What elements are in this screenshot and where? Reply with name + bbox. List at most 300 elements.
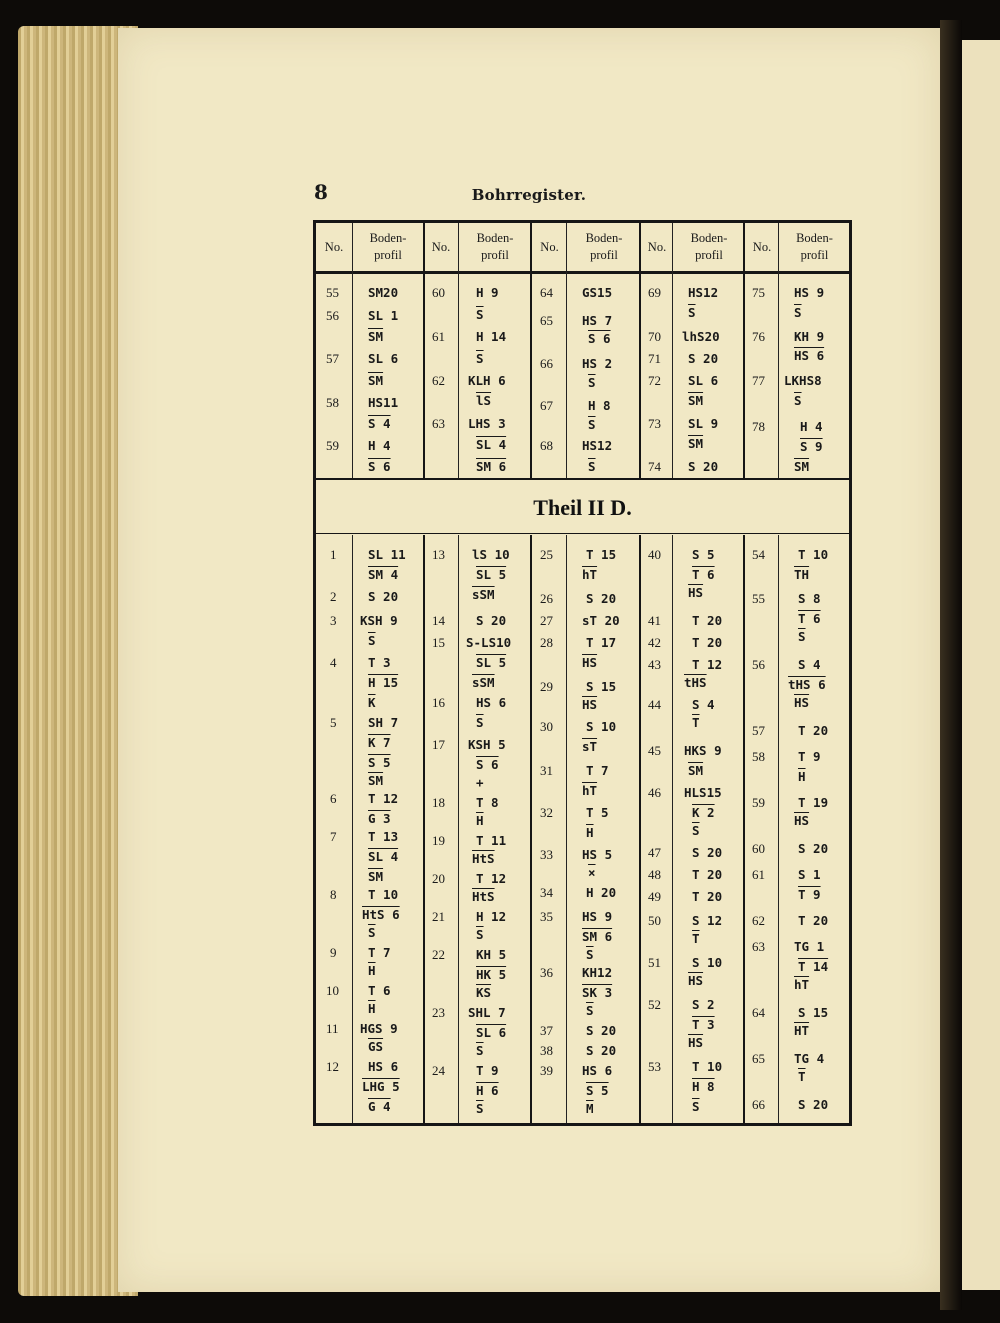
profil-entry: $\overline{S}$ <box>476 307 484 322</box>
profil-entry: G 3 <box>368 811 391 826</box>
entry-number: 1 <box>330 547 337 562</box>
profil-entry: H 4 <box>800 419 823 434</box>
header-bodenprofil-4: Boden- profil <box>690 231 728 262</box>
profil-entry: S 6 <box>588 331 611 346</box>
profil-entry: SL 6 <box>688 373 719 388</box>
entry-number: 63 <box>432 416 445 431</box>
entry-number: 69 <box>648 285 661 300</box>
profil-entry: T 19 <box>798 795 829 810</box>
entry-number: 11 <box>326 1021 339 1036</box>
profil-entry: HS 6 <box>368 1059 399 1074</box>
profil-entry: SHL 7 <box>468 1005 506 1020</box>
header-no-3: No. <box>540 239 559 254</box>
profil-entry: $\overline{S}$ <box>692 1099 700 1114</box>
profil-entry: S 4 <box>692 697 715 712</box>
profil-entry: $\overline{SM}$ <box>368 773 384 788</box>
profil-entry: SL 5 <box>476 567 507 582</box>
profil-entry: $\overline{HT}$ <box>794 1023 810 1038</box>
entry-number: 14 <box>432 613 445 628</box>
profil-entry: H 12 <box>476 909 507 924</box>
profil-entry: S 4 <box>798 657 821 672</box>
profil-entry: S 20 <box>368 589 399 604</box>
profil-entry: T 6 <box>798 611 821 626</box>
profil-entry: T 5 <box>586 805 609 820</box>
profil-entry: $\overline{KS}$ <box>476 985 492 1000</box>
profil-entry: $\overline{SM}$ <box>688 763 704 778</box>
profil-entry: $\overline{H}$ <box>368 1001 376 1016</box>
profil-entry: T 11 <box>476 833 507 848</box>
entry-number: 12 <box>326 1059 339 1074</box>
column-rule <box>566 535 567 1123</box>
profil-entry: KH 9 <box>794 329 825 344</box>
entry-number: 53 <box>648 1059 661 1074</box>
profil-entry: $\overline{S}$ <box>688 305 696 320</box>
profil-entry: T 20 <box>798 723 829 738</box>
profil-entry: KH12 <box>582 965 613 980</box>
entry-number: 13 <box>432 547 445 562</box>
entry-number: 36 <box>540 965 553 980</box>
profil-entry: T 3 <box>368 655 391 670</box>
profil-entry: HS 6 <box>582 1063 613 1078</box>
profil-entry: T 7 <box>368 945 391 960</box>
profil-entry: S 20 <box>688 351 719 366</box>
profil-entry: SL 9 <box>688 416 719 431</box>
profil-entry: $\overline{S}$ <box>588 417 596 432</box>
column-rule <box>423 535 425 1123</box>
profil-entry: SL 4 <box>368 849 399 864</box>
profil-entry: $\overline{sSM}$ <box>472 587 495 602</box>
profil-entry: $\overline{SM}$ <box>368 869 384 884</box>
entry-number: 60 <box>752 841 765 856</box>
profil-entry: $\overline{T}$ <box>692 715 700 730</box>
profil-entry: T 7 <box>586 763 609 778</box>
profil-entry: KH 5 <box>476 947 507 962</box>
entry-number: 20 <box>432 871 445 886</box>
column-rule <box>743 223 745 478</box>
entry-number: 66 <box>752 1097 765 1112</box>
profil-entry: sT 20 <box>582 613 620 628</box>
profil-entry: S 20 <box>688 459 719 474</box>
profil-entry: $\overline{SM}$ <box>368 329 384 344</box>
profil-entry: + <box>476 775 484 790</box>
column-rule <box>566 223 567 478</box>
section-title: Theil II D. <box>533 495 632 520</box>
profil-entry: $\overline{S}$ <box>476 927 484 942</box>
profil-entry: H 6 <box>476 1083 499 1098</box>
profil-entry: $\overline{HS}$ <box>688 1035 704 1050</box>
column-rule <box>672 223 673 478</box>
profil-entry: SM 4 <box>368 567 399 582</box>
profil-entry: $\overline{M}$ <box>586 1101 594 1116</box>
section-rule-top <box>316 478 849 480</box>
entry-number: 23 <box>432 1005 445 1020</box>
profil-entry: HK 5 <box>476 967 507 982</box>
profil-entry: $\overline{T}$ <box>798 1069 806 1084</box>
profil-entry: $\overline{S}$ <box>476 1043 484 1058</box>
profil-entry: H 4 <box>368 438 391 453</box>
entry-number: 72 <box>648 373 661 388</box>
entry-number: 50 <box>648 913 661 928</box>
profil-entry: HKS 9 <box>684 743 722 758</box>
profil-entry: T 20 <box>692 889 723 904</box>
entry-number: 70 <box>648 329 661 344</box>
profil-entry: T 9 <box>798 887 821 902</box>
profil-entry: $\overline{HS}$ <box>794 813 810 828</box>
profil-entry: H 20 <box>586 885 617 900</box>
profil-entry: T 10 <box>368 887 399 902</box>
header-bodenprofil-1: Boden- profil <box>369 231 407 262</box>
profil-entry: KSH 5 <box>468 737 506 752</box>
entry-number: 21 <box>432 909 445 924</box>
entry-number: 34 <box>540 885 553 900</box>
entry-number: 56 <box>752 657 765 672</box>
profil-entry: T 12 <box>368 791 399 806</box>
profil-entry: T 17 <box>586 635 617 650</box>
profil-entry: T 10 <box>798 547 829 562</box>
entry-number: 57 <box>326 351 339 366</box>
profil-entry: $\overline{hT}$ <box>582 567 598 582</box>
entry-number: 19 <box>432 833 445 848</box>
column-rule <box>458 535 459 1123</box>
entry-number: 46 <box>648 785 661 800</box>
profil-entry: S 4 <box>368 416 391 431</box>
entry-number: 64 <box>752 1005 765 1020</box>
profil-entry: $\overline{tHS}$ <box>684 675 707 690</box>
entry-number: 64 <box>540 285 553 300</box>
profil-entry: H 8 <box>692 1079 715 1094</box>
column-rule <box>743 535 745 1123</box>
profil-entry: SH 7 <box>368 715 399 730</box>
profil-entry: S 12 <box>692 913 723 928</box>
profil-entry: $\overline{S}$ <box>476 351 484 366</box>
header-no-4: No. <box>647 239 667 254</box>
profil-entry: HS 7 <box>582 313 613 328</box>
profil-entry: SM 6 <box>476 459 507 474</box>
column-rule <box>530 223 532 478</box>
profil-entry: S 10 <box>692 955 723 970</box>
profil-entry: lS 10 <box>472 547 510 562</box>
entry-number: 68 <box>540 438 553 453</box>
entry-number: 56 <box>326 308 339 323</box>
profil-entry: S 20 <box>798 1097 829 1112</box>
entry-number: 43 <box>648 657 661 672</box>
profil-entry: SL 4 <box>476 437 507 452</box>
page-number: 8 <box>314 180 328 204</box>
running-head: Bohrregister. <box>471 186 587 204</box>
entry-number: 26 <box>540 591 553 606</box>
profil-entry: S 6 <box>368 459 391 474</box>
bohrregister-table <box>313 220 852 1126</box>
profil-entry: T 9 <box>798 749 821 764</box>
profil-entry: HGS 9 <box>360 1021 398 1036</box>
profil-entry: $\overline{TH}$ <box>794 567 810 582</box>
profil-entry: $\overline{H}$ <box>586 825 594 840</box>
profil-entry: $\overline{S}$ <box>368 633 376 648</box>
entry-number: 25 <box>540 547 553 562</box>
profil-entry: S 15 <box>586 679 617 694</box>
profil-entry: $\overline{S}$ <box>368 925 376 940</box>
profil-entry: HS 6 <box>476 695 507 710</box>
entry-number: 22 <box>432 947 445 962</box>
header-no-2: No. <box>431 239 451 254</box>
profil-entry: $\overline{S}$ <box>794 305 802 320</box>
profil-entry: SL 6 <box>368 351 399 366</box>
entry-number: 33 <box>540 847 553 862</box>
profil-entry: H 14 <box>476 329 507 344</box>
table-header-row <box>316 223 849 274</box>
profil-entry: $\overline{S}$ <box>476 1101 484 1116</box>
profil-entry: $\overline{SM}$ <box>688 436 704 451</box>
profil-entry: T 20 <box>692 867 723 882</box>
profil-entry: T 14 <box>798 959 829 974</box>
profil-entry: $\overline{S}$ <box>586 1003 594 1018</box>
profil-entry: $\overline{hT}$ <box>582 783 598 798</box>
entry-number: 38 <box>540 1043 553 1058</box>
column-rule <box>778 223 779 478</box>
header-bodenprofil-2: Boden- profil <box>476 231 514 262</box>
entry-number: 52 <box>648 997 661 1012</box>
profil-entry: SK 3 <box>582 985 613 1000</box>
profil-entry: S 6 <box>476 757 499 772</box>
profil-entry: G 4 <box>368 1099 391 1114</box>
entry-number: 24 <box>432 1063 445 1078</box>
entry-number: 9 <box>330 945 337 960</box>
entry-number: 4 <box>330 655 337 670</box>
profil-entry: T 20 <box>692 635 723 650</box>
column-rule <box>352 535 353 1123</box>
profil-entry: H 9 <box>476 285 499 300</box>
profil-entry: HtS 6 <box>362 907 400 922</box>
profil-entry: TG 1 <box>794 939 825 954</box>
entry-number: 31 <box>540 763 553 778</box>
profil-entry: tHS 6 <box>788 677 826 692</box>
profil-entry: $\overline{H}$ <box>798 769 806 784</box>
entry-number: 44 <box>648 697 661 712</box>
entry-number: 16 <box>432 695 445 710</box>
profil-entry: T 6 <box>368 983 391 998</box>
profil-entry: $\overline{HtS}$ <box>472 889 495 904</box>
profil-entry: HS12 <box>688 285 719 300</box>
profil-entry: S 8 <box>798 591 821 606</box>
entry-number: 28 <box>540 635 553 650</box>
profil-entry: × <box>588 865 596 880</box>
profil-entry: S 20 <box>586 591 617 606</box>
profil-entry: $\overline{SM}$ <box>368 373 384 388</box>
column-rule <box>639 535 641 1123</box>
profil-entry: $\overline{HS}$ <box>688 585 704 600</box>
profil-entry: $\overline{S}$ <box>798 629 806 644</box>
entry-number: 76 <box>752 329 765 344</box>
book-gutter <box>940 20 962 1310</box>
profil-entry: T 6 <box>692 567 715 582</box>
entry-number: 63 <box>752 939 765 954</box>
profil-entry: SL 5 <box>476 655 507 670</box>
profil-entry: K 2 <box>692 805 715 820</box>
header-no-5: No. <box>752 239 772 254</box>
profil-entry: S 20 <box>476 613 507 628</box>
profil-entry: $\overline{S}$ <box>588 459 596 474</box>
profil-entry: S 20 <box>586 1043 617 1058</box>
entry-number: 61 <box>752 867 765 882</box>
entry-number: 71 <box>648 351 661 366</box>
entry-number: 15 <box>432 635 445 650</box>
entry-number: 54 <box>752 547 765 562</box>
profil-entry: $\overline{hT}$ <box>794 977 810 992</box>
column-rule <box>458 223 459 478</box>
entry-number: 37 <box>540 1023 553 1038</box>
profil-entry: H 8 <box>588 398 611 413</box>
entry-number: 65 <box>540 313 553 328</box>
profil-entry: S 20 <box>586 1023 617 1038</box>
entry-number: 67 <box>540 398 553 413</box>
column-rule <box>530 535 532 1123</box>
entry-number: 18 <box>432 795 445 810</box>
profil-entry: S 20 <box>692 845 723 860</box>
entry-number: 74 <box>648 459 661 474</box>
entry-number: 42 <box>648 635 661 650</box>
entry-number: 51 <box>648 955 661 970</box>
profil-entry: S 2 <box>692 997 715 1012</box>
profil-entry: K 7 <box>368 735 391 750</box>
profil-entry: HS12 <box>582 438 613 453</box>
profil-entry: LHG 5 <box>362 1079 400 1094</box>
profil-entry: S-LS10 <box>466 635 512 650</box>
profil-entry: T 15 <box>586 547 617 562</box>
entry-number: 60 <box>432 285 445 300</box>
profil-entry: TG 4 <box>794 1051 825 1066</box>
entry-number: 45 <box>648 743 661 758</box>
profil-entry: $\overline{H}$ <box>368 963 376 978</box>
header-bodenprofil-3: Boden- profil <box>585 231 623 262</box>
profil-entry: $\overline{H}$ <box>476 813 484 828</box>
entry-number: 55 <box>326 285 339 300</box>
profil-entry: $\overline{HS}$ <box>582 697 598 712</box>
entry-number: 61 <box>432 329 445 344</box>
profil-entry: LHS 3 <box>468 416 506 431</box>
profil-entry: $\overline{HtS}$ <box>472 851 495 866</box>
entry-number: 73 <box>648 416 661 431</box>
profil-entry: $\overline{S}$ <box>794 393 802 408</box>
entry-number: 55 <box>752 591 765 606</box>
profil-entry: KLH 6 <box>468 373 506 388</box>
entry-number: 30 <box>540 719 553 734</box>
profil-entry: $\overline{sT}$ <box>582 739 598 754</box>
profil-entry: LKHS8 <box>784 373 822 388</box>
profil-entry: SL 1 <box>368 308 399 323</box>
entry-number: 59 <box>752 795 765 810</box>
profil-entry: HS 5 <box>582 847 613 862</box>
column-rule <box>672 535 673 1123</box>
entry-number: 62 <box>432 373 445 388</box>
header-no-1: No. <box>324 239 344 254</box>
profil-entry: SM 6 <box>582 929 613 944</box>
profil-entry: T 12 <box>692 657 723 672</box>
profil-entry: HS 9 <box>794 285 825 300</box>
profil-entry: $\overline{K}$ <box>368 695 376 710</box>
entry-number: 41 <box>648 613 661 628</box>
profil-entry: $\overline{S}$ <box>586 947 594 962</box>
profil-entry: $\overline{GS}$ <box>368 1039 384 1054</box>
profil-entry: KSH 9 <box>360 613 398 628</box>
profil-entry: S 20 <box>798 841 829 856</box>
entry-number: 27 <box>540 613 553 628</box>
entry-number: 57 <box>752 723 765 738</box>
profil-entry: T 20 <box>798 913 829 928</box>
entry-number: 8 <box>330 887 337 902</box>
profil-entry: SL 11 <box>368 547 406 562</box>
profil-entry: S 5 <box>692 547 715 562</box>
entry-number: 49 <box>648 889 661 904</box>
profil-entry: T 10 <box>692 1059 723 1074</box>
entry-number: 66 <box>540 356 553 371</box>
entry-number: 3 <box>330 613 337 628</box>
profil-entry: T 3 <box>692 1017 715 1032</box>
profil-entry: SL 6 <box>476 1025 507 1040</box>
profil-entry: T 12 <box>476 871 507 886</box>
entry-number: 40 <box>648 547 661 562</box>
entry-number: 78 <box>752 419 765 434</box>
profil-entry: HS 9 <box>582 909 613 924</box>
entry-number: 17 <box>432 737 445 752</box>
column-rule <box>423 223 425 478</box>
entry-number: 65 <box>752 1051 765 1066</box>
profil-entry: $\overline{HS}$ <box>794 695 810 710</box>
entry-number: 2 <box>330 589 337 604</box>
entry-number: 48 <box>648 867 661 882</box>
profil-entry: H 15 <box>368 675 399 690</box>
entry-number: 10 <box>326 983 339 998</box>
profil-entry: $\overline{T}$ <box>692 931 700 946</box>
entry-number: 39 <box>540 1063 553 1078</box>
profil-entry: HS 2 <box>582 356 613 371</box>
entry-number: 59 <box>326 438 339 453</box>
entry-number: 29 <box>540 679 553 694</box>
entry-number: 62 <box>752 913 765 928</box>
profil-entry: $\overline{SM}$ <box>794 459 810 474</box>
profil-entry: S 5 <box>368 755 391 770</box>
profil-entry: $\overline{S}$ <box>692 823 700 838</box>
entry-number: 75 <box>752 285 765 300</box>
header-bodenprofil-5: Boden- profil <box>796 231 833 262</box>
entry-number: 47 <box>648 845 661 860</box>
profil-entry: lhS20 <box>682 329 720 344</box>
profil-entry: S 15 <box>798 1005 829 1020</box>
profil-entry: T 8 <box>476 795 499 810</box>
column-rule <box>352 223 353 478</box>
profil-entry: $\overline{lS}$ <box>476 393 492 408</box>
profil-entry: S 1 <box>798 867 821 882</box>
column-rule <box>639 223 641 478</box>
profil-entry: HS 6 <box>794 348 825 363</box>
entry-number: 35 <box>540 909 553 924</box>
profil-entry: HS11 <box>368 395 399 410</box>
profil-entry: $\overline{HS}$ <box>688 973 704 988</box>
entry-number: 6 <box>330 791 337 806</box>
profil-entry: S 9 <box>800 439 823 454</box>
profil-entry: SM20 <box>368 285 399 300</box>
profil-entry: T 13 <box>368 829 399 844</box>
profil-entry: HLS15 <box>684 785 722 800</box>
profil-entry: $\overline{S}$ <box>476 715 484 730</box>
entry-number: 32 <box>540 805 553 820</box>
profil-entry: $\overline{SM}$ <box>688 393 704 408</box>
profil-entry: S 5 <box>586 1083 609 1098</box>
section-rule-bottom <box>316 533 849 534</box>
profil-entry: $\overline{S}$ <box>588 375 596 390</box>
profil-entry: $\overline{sSM}$ <box>472 675 495 690</box>
profil-entry: S 10 <box>586 719 617 734</box>
profil-entry: T 9 <box>476 1063 499 1078</box>
